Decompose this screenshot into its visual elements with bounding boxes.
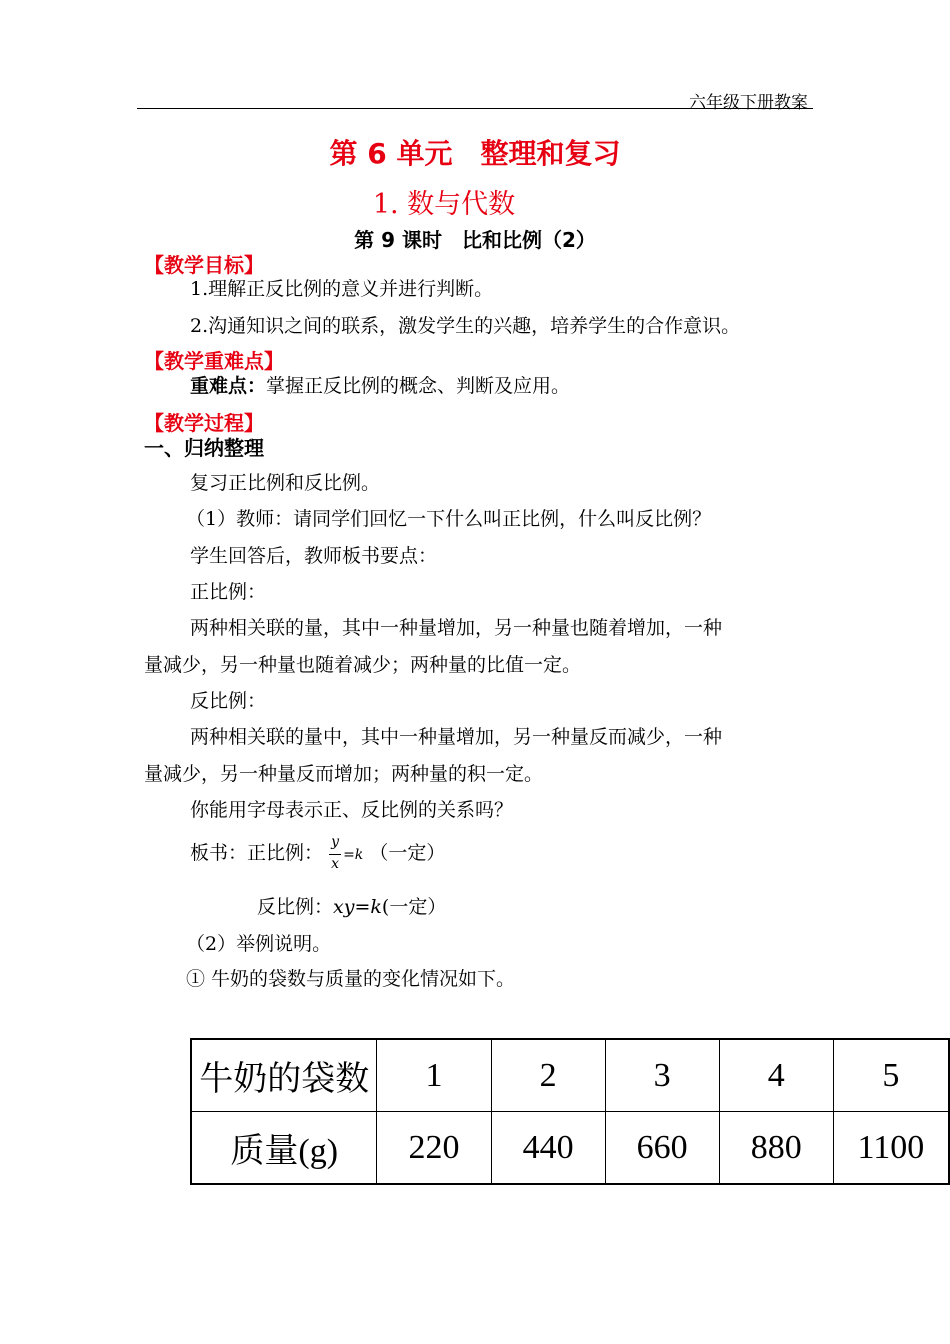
process-heading: 【教学过程】 xyxy=(144,411,264,435)
ask-letters-text: 你能用字母表示正、反比例的关系吗？ xyxy=(190,799,514,821)
table-row xyxy=(191,1039,949,1112)
fraction-denominator: x xyxy=(331,856,339,872)
direct-line-1: 两种相关联的量，其中一种量增加，另一种量也随着增加，一种 xyxy=(190,617,723,639)
direct-line-2: 量减少，另一种量也随着减少；两种量的比值一定。 xyxy=(144,654,582,676)
review-text: 复习正比例和反比例。 xyxy=(190,472,381,494)
unit-title: 第 6 单元 整理和复习 xyxy=(329,137,621,170)
table-cell: 3 xyxy=(605,1039,719,1112)
milk-table xyxy=(190,1038,950,1185)
goal-item-2: 2.沟通知识之间的联系，激发学生的兴趣，培养学生的合作意识。 xyxy=(190,315,741,337)
after-answer-text: 学生回答后，教师板书要点： xyxy=(190,545,438,567)
equals-k: =k xyxy=(343,847,364,863)
inverse-line-1: 两种相关联的量中，其中一种量增加，另一种量反而减少，一种 xyxy=(190,726,723,748)
header-text: 六年级下册教案 xyxy=(689,93,808,113)
inverse-formula: xy=k xyxy=(333,896,382,918)
question-2: （2）举例说明。 xyxy=(186,933,332,955)
fraction-bar xyxy=(329,854,341,855)
table-cell: 660 xyxy=(605,1112,719,1185)
table-cell: 4 xyxy=(719,1039,833,1112)
inverse-line-2: 量减少，另一种量反而增加；两种量的积一定。 xyxy=(144,763,544,785)
direct-label: 正比例： xyxy=(190,581,267,603)
table-cell: 220 xyxy=(377,1112,491,1185)
table-cell: 880 xyxy=(719,1112,833,1185)
part1-heading: 一、归纳整理 xyxy=(144,436,264,460)
constant-note-2: (一定） xyxy=(381,896,447,918)
table-cell: 5 xyxy=(833,1039,949,1112)
lesson-title: 第 9 课时 比和比例（2） xyxy=(354,228,596,252)
inverse-label: 反比例： xyxy=(190,690,267,712)
row-header-mass: 质量(g) xyxy=(191,1112,377,1185)
section-title: 1. 数与代数 xyxy=(372,189,516,220)
table-cell: 1 xyxy=(377,1039,491,1112)
question-1: （1）教师：请同学们回忆一下什么叫正比例，什么叫反比例？ xyxy=(186,508,712,530)
board-inverse-label: 反比例： xyxy=(257,896,334,918)
fraction-y-over-x xyxy=(329,834,343,874)
table-cell: 1100 xyxy=(833,1112,949,1185)
example-1-text: ① 牛奶的袋数与质量的变化情况如下。 xyxy=(186,968,516,990)
key-points-heading: 【教学重难点】 xyxy=(144,349,284,373)
row-header-bags: 牛奶的袋数 xyxy=(191,1039,377,1112)
table-row xyxy=(191,1112,949,1185)
goal-item-1: 1.理解正反比例的意义并进行判断。 xyxy=(190,278,494,300)
table-cell: 2 xyxy=(491,1039,605,1112)
header-rule xyxy=(137,108,813,109)
board-direct-line xyxy=(190,834,445,874)
board-inverse-line xyxy=(257,892,446,919)
key-points-text: 掌握正反比例的概念、判断及应用。 xyxy=(266,375,571,397)
table-cell: 440 xyxy=(491,1112,605,1185)
key-points-label: 重难点： xyxy=(190,375,267,397)
board-label: 板书：正比例： xyxy=(190,842,324,864)
goals-heading: 【教学目标】 xyxy=(144,253,264,277)
key-points-line xyxy=(190,371,570,398)
fraction-numerator: y xyxy=(331,834,339,850)
constant-note-1: （一定） xyxy=(369,842,446,864)
